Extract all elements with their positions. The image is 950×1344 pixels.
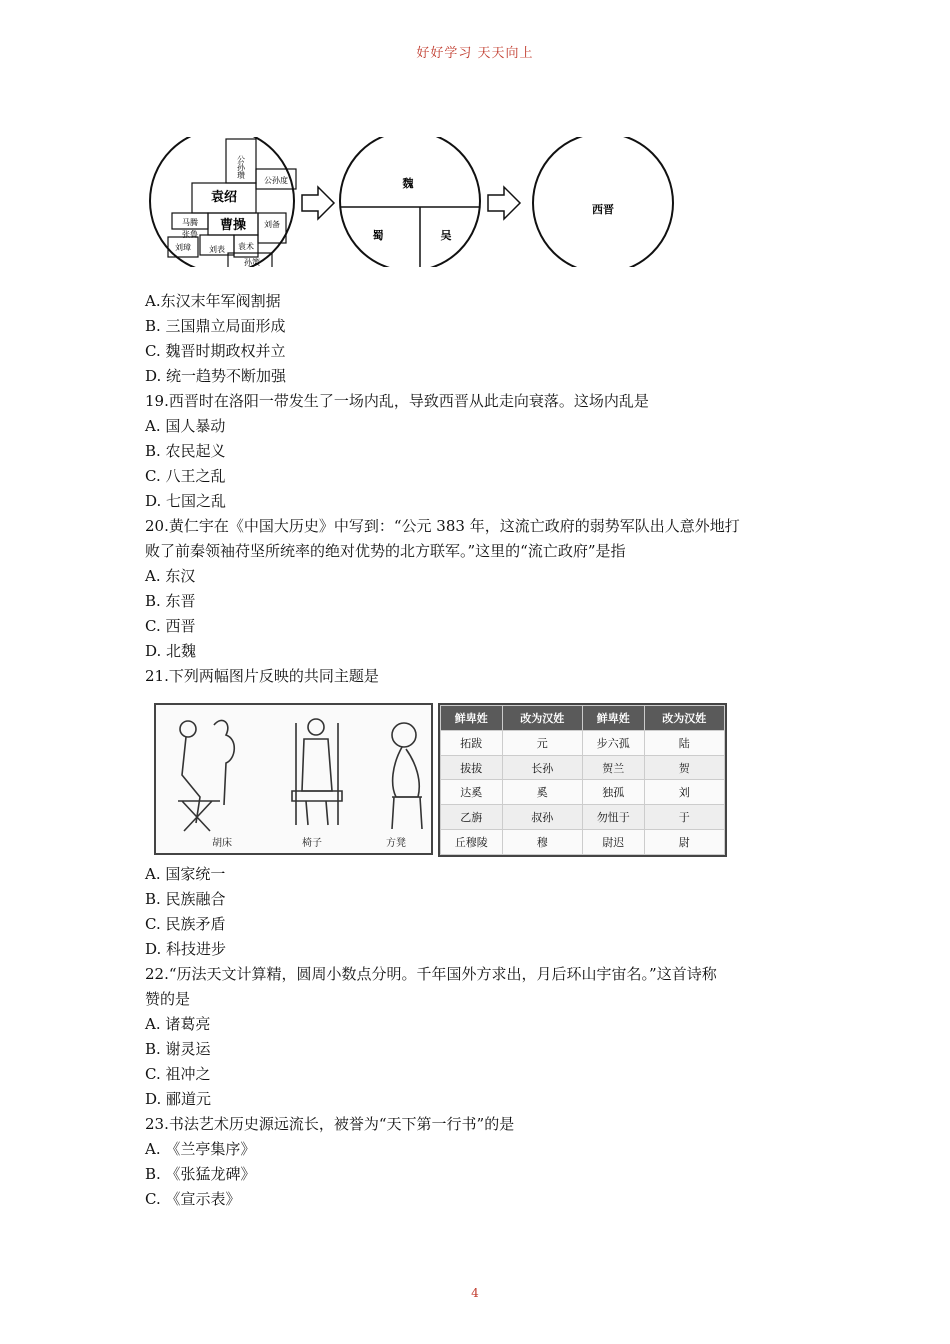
label-shu: 蜀 — [372, 229, 384, 242]
table-header: 改为汉姓 — [502, 706, 582, 731]
table-cell: 贺 — [644, 755, 724, 780]
right-arrow-icon — [488, 187, 520, 219]
caption-chair: 椅子 — [302, 838, 322, 849]
q21-option-b: B. 民族融合 — [145, 890, 226, 908]
table-cell: 元 — [502, 730, 582, 755]
table-cell: 勿忸于 — [582, 805, 644, 830]
label-gongsun-zan: 公孙瓒 — [236, 155, 246, 179]
q20-stem-line1: 20.黄仁宇在《中国大历史》中写到：“公元 383 年，这流亡政府的弱势军队出人意外地打 — [145, 517, 740, 535]
q19-stem: 19.西晋时在洛阳一带发生了一场内乱，导致西晋从此走向衰落。这场内乱是 — [145, 392, 649, 410]
q21-option-a: A. 国家统一 — [145, 865, 226, 883]
table-cell: 拔拔 — [441, 755, 503, 780]
q18-option-b: B. 三国鼎立局面形成 — [145, 317, 286, 335]
q19-option-d: D. 七国之乱 — [145, 492, 227, 510]
table-row — [441, 830, 725, 855]
q19-option-a: A. 国人暴动 — [145, 417, 226, 435]
q20-option-c: C. 西晋 — [145, 617, 196, 635]
label-sun-ce: 孙策 — [244, 258, 260, 267]
q22-option-b: B. 谢灵运 — [145, 1040, 211, 1058]
table-cell: 刘 — [644, 780, 724, 805]
right-arrow-icon — [302, 187, 334, 219]
furniture-illustration — [154, 703, 433, 855]
label-gongsun-du: 公孙度 — [264, 176, 288, 185]
label-cao-cao: 曹操 — [219, 218, 247, 233]
table-cell: 穆 — [502, 830, 582, 855]
q23-option-c: C. 《宣示表》 — [145, 1190, 241, 1208]
table-header: 改为汉姓 — [644, 706, 724, 731]
q19-option-b: B. 农民起义 — [145, 442, 226, 460]
three-kingdoms-circle — [340, 137, 480, 267]
label-wu: 吴 — [440, 229, 452, 242]
q22-option-d: D. 郦道元 — [145, 1090, 212, 1108]
table-cell: 乙旃 — [441, 805, 503, 830]
table-cell: 贺兰 — [582, 755, 644, 780]
caption-hu-chuang: 胡床 — [212, 838, 232, 849]
q21-option-c: C. 民族矛盾 — [145, 915, 226, 933]
q20-option-b: B. 东晋 — [145, 592, 196, 610]
caption-stool: 方凳 — [386, 838, 406, 849]
table-header: 鲜卑姓 — [441, 706, 503, 731]
label-yuan-shao: 袁绍 — [210, 190, 238, 205]
surname-table-image — [438, 703, 727, 857]
table-row — [441, 780, 725, 805]
q22-stem-line1: 22.“历法天文计算精，圆周小数点分明。千年国外方求出，月后环山宇宙名。”这首诗称 — [145, 965, 717, 983]
table-cell: 拓跋 — [441, 730, 503, 755]
q20-option-d: D. 北魏 — [145, 642, 197, 660]
label-yuan-shu: 袁术 — [238, 242, 254, 251]
western-jin-circle — [533, 137, 673, 267]
table-cell: 达奚 — [441, 780, 503, 805]
q18-option-c: C. 魏晋时期政权并立 — [145, 342, 286, 360]
table-cell: 于 — [644, 805, 724, 830]
table-cell: 丘穆陵 — [441, 830, 503, 855]
table-cell: 叔孙 — [502, 805, 582, 830]
table-header: 鲜卑姓 — [582, 706, 644, 731]
furniture-drawing — [156, 705, 431, 853]
q20-stem-line2: 败了前秦领袖苻坚所统率的绝对优势的北方联军。”这里的“流亡政府”是指 — [145, 542, 626, 560]
table-cell: 独孤 — [582, 780, 644, 805]
q22-option-c: C. 祖冲之 — [145, 1065, 211, 1083]
table-row — [441, 805, 725, 830]
q21-stem: 21.下列两幅图片反映的共同主题是 — [145, 667, 379, 685]
q19-option-c: C. 八王之乱 — [145, 467, 226, 485]
q20-option-a: A. 东汉 — [145, 567, 196, 585]
table-cell: 尉迟 — [582, 830, 644, 855]
label-zhang-lu: 张鲁 — [182, 230, 198, 239]
label-ma-teng: 马腾 — [182, 218, 198, 227]
label-liu-bei: 刘备 — [264, 220, 280, 229]
table-row — [441, 755, 725, 780]
table-cell: 步六孤 — [582, 730, 644, 755]
q22-stem-line2: 赞的是 — [145, 990, 191, 1008]
page-header: 好好学习 天天向上 — [416, 46, 534, 61]
three-kingdoms-diagram — [148, 137, 688, 267]
surname-table — [440, 705, 725, 855]
q23-stem: 23.书法艺术历史源远流长，被誉为“天下第一行书”的是 — [145, 1115, 515, 1133]
label-wei: 魏 — [402, 177, 414, 190]
label-western-jin: 西晋 — [592, 203, 614, 216]
table-cell: 奚 — [502, 780, 582, 805]
label-liu-biao: 刘表 — [209, 245, 225, 254]
page-number: 4 — [471, 1286, 479, 1300]
q22-option-a: A. 诸葛亮 — [145, 1015, 211, 1033]
q23-option-b: B. 《张猛龙碑》 — [145, 1165, 256, 1183]
q21-option-d: D. 科技进步 — [145, 940, 227, 958]
label-liu-zhang: 刘璋 — [175, 243, 191, 252]
q18-option-a: A.东汉末年军阀割据 — [145, 292, 281, 310]
table-cell: 尉 — [644, 830, 724, 855]
q23-option-a: A. 《兰亭集序》 — [145, 1140, 256, 1158]
table-row — [441, 730, 725, 755]
table-cell: 陆 — [644, 730, 724, 755]
q18-option-d: D. 统一趋势不断加强 — [145, 367, 287, 385]
table-cell: 长孙 — [502, 755, 582, 780]
